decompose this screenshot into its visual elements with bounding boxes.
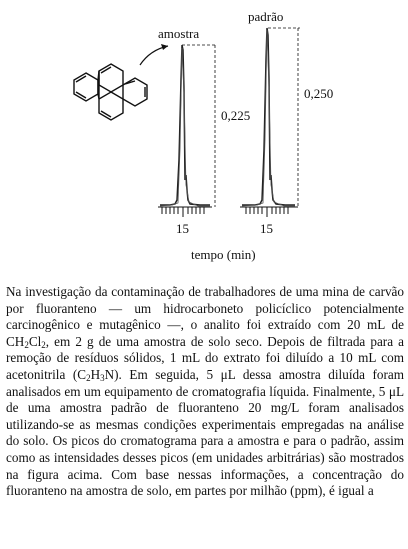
question-text [6,284,404,500]
fluoranthene-structure [74,64,147,120]
question-sub-3: 2 [86,372,91,383]
standard-chromatogram [240,28,333,236]
question-part-5: N). Em seguida, 5 μL dessa amostra diluída foram analisados em um equipamento de cromatografia líquida. Finalmente, 5 μL de uma amostra padrão de fluoranteno 20 mg/L foram analisados utilizando-se as mesmas condições experimentais empregadas na análise do solo. Os picos do cromatograma para a amostra e para o padrão, assim como as intensidades desses picos (em unidades arbitrárias) são mostrados na figura acima. Com base nessas informações, a concentração do fluoranteno na amostra de solo, em partes por milhão (ppm), é igual a [6,366,404,499]
question-sub-2: 2 [41,339,46,350]
sample-peak-value: 0,225 [221,108,251,123]
question-sub-4: 3 [100,372,105,383]
standard-tick-label: 15 [260,221,273,236]
question-part-1: Na investigação da contaminação de trabalhadores de uma mina de carvão por fluoranteno — um hidrocarboneto policíclico potencialmente carcinogênico e mutagênico —, o analito foi extraído com 20 mL de CH [6,284,404,349]
question-part-3: , em 2 g de uma amostra de solo seco. Depois de filtrada para a remoção de resíduos sólidos, 1 mL do extrato foi diluído a 10 mL com acetonitrila (C [6,333,404,382]
question-part-2: Cl [28,333,42,349]
standard-peak-value: 0,250 [304,86,334,101]
question-paragraph [6,284,404,500]
sample-tick-label: 15 [176,221,189,236]
standard-label: padrão [248,9,284,24]
time-axis-label: tempo (min) [191,247,256,262]
question-part-4: H [90,366,101,382]
sample-label: amostra [158,26,200,41]
question-sub-1: 2 [24,339,29,350]
sample-chromatogram [158,45,250,236]
